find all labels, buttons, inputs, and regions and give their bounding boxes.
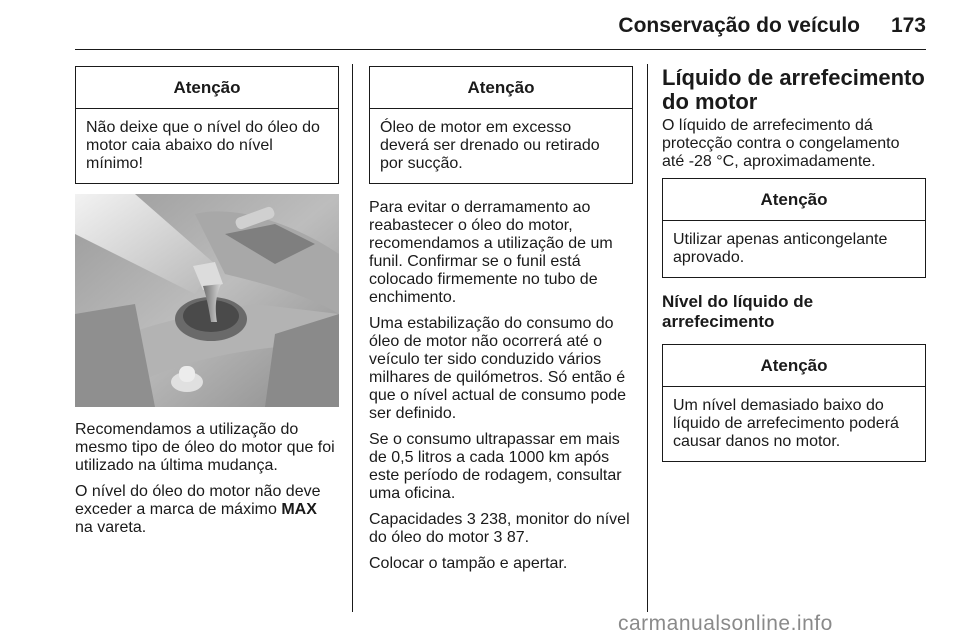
column-divider-right xyxy=(647,64,648,612)
warning-title: Atenção xyxy=(76,67,338,109)
text-run: Capacidades xyxy=(369,511,467,528)
text-run: 238, monitor do nível do óleo do motor xyxy=(369,511,630,546)
column-left xyxy=(75,66,339,537)
warning-text: Óleo de motor em excesso deverá ser drenado ou retirado por sucção. xyxy=(380,119,600,172)
warning-title: Atenção xyxy=(370,67,632,109)
bold-label: MAX xyxy=(281,501,317,518)
warning-title: Atenção xyxy=(663,179,925,221)
text-run: na vareta. xyxy=(75,519,147,536)
warning-box xyxy=(662,178,926,278)
page-header-title: Conservação do veículo xyxy=(618,14,860,37)
paragraph: Se o consumo ultrapassar em mais de 0,5 litros a cada 1000 km após este período de rodagem, consultar uma oficina. xyxy=(369,431,622,502)
warning-title: Atenção xyxy=(663,345,925,387)
warning-text: Um nível demasiado baixo do líquido de arrefecimento poderá causar danos no motor. xyxy=(673,397,899,450)
paragraph xyxy=(369,511,633,547)
oil-filling-illustration xyxy=(75,194,339,407)
text-run: 87. xyxy=(502,529,530,546)
header-rule xyxy=(75,49,926,50)
column-right xyxy=(662,66,926,462)
section-heading: Líquido de arrefecimento do motor xyxy=(662,65,925,114)
subsection-heading: Nível do líquido de arrefecimento xyxy=(662,292,814,331)
paragraph: Uma estabilização do consumo do óleo de motor não ocorrerá até o veículo ter sido conduzido vários milhares de quilómetros. Só então é que o nível actual de consumo pode ser definido. xyxy=(369,315,627,422)
warning-text: Utilizar apenas anticongelante aprovado. xyxy=(673,231,888,266)
paragraph: O líquido de arrefecimento dá protecção contra o congelamento até -28 °C, aproximadamente. xyxy=(662,117,900,170)
warning-text: Não deixe que o nível do óleo do motor caia abaixo do nível mínimo! xyxy=(86,119,320,172)
watermark: carmanualsonline.info xyxy=(618,612,833,635)
page-reference-arrow-icon: 3 xyxy=(493,529,503,546)
text-run: O nível do óleo do motor não deve exceder a marca de máximo xyxy=(75,483,321,518)
column-divider-left xyxy=(352,64,353,612)
engine-bay-image xyxy=(75,194,339,407)
warning-box xyxy=(369,66,633,184)
page-reference-arrow-icon: 3 xyxy=(466,511,476,528)
paragraph: Recomendamos a utilização do mesmo tipo de óleo do motor que foi utilizado na última mudança. xyxy=(75,421,335,474)
paragraph xyxy=(75,483,339,537)
page-number: 173 xyxy=(890,14,926,37)
column-middle xyxy=(369,66,633,573)
warning-box xyxy=(75,66,339,184)
paragraph: Para evitar o derramamento ao reabastecer o óleo do motor, recomendamos a utilização de um funil. Confirmar se o funil está colocado firmemente no tubo de enchimento. xyxy=(369,199,613,306)
warning-box xyxy=(662,344,926,462)
paragraph: Colocar o tampão e apertar. xyxy=(369,555,568,572)
